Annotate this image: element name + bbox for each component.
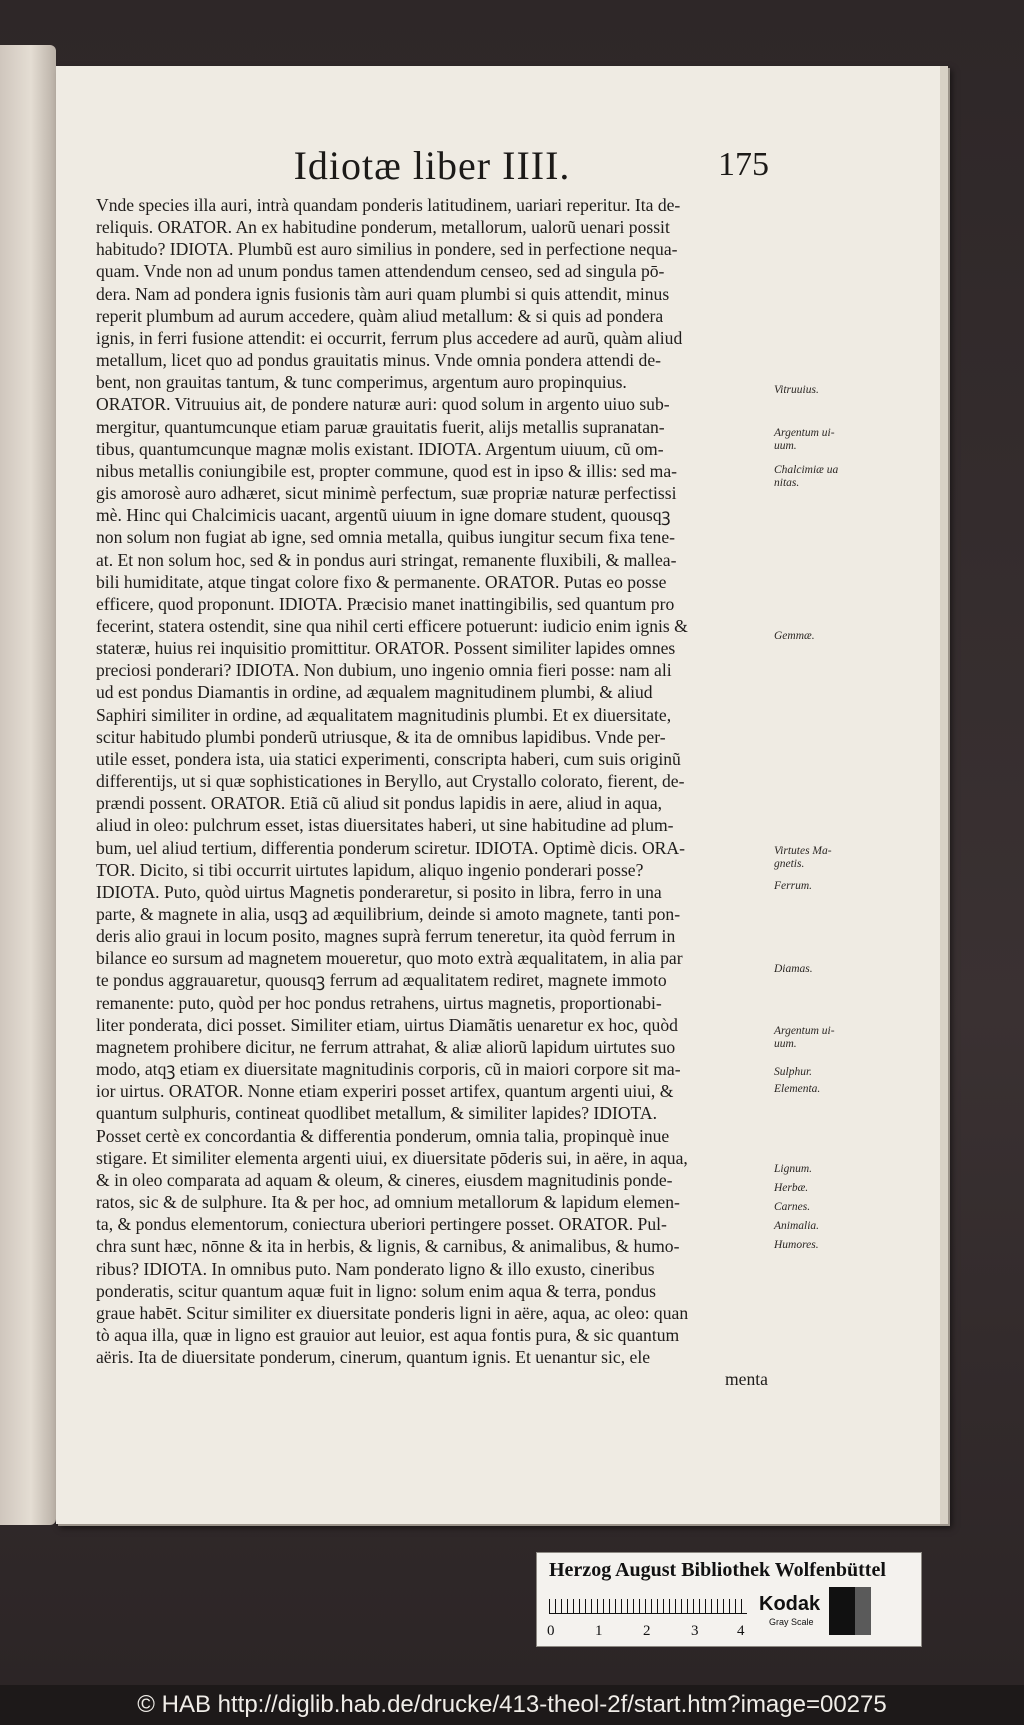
text-line: Posset certè ex concordantia & differentia ponderum, omnia talia, propinquè inue xyxy=(96,1125,670,1146)
marginal-note: Virtutes Ma- gnetis. xyxy=(774,845,832,870)
text-line: Saphiri similiter in ordine, ad æqualitatem magnitudinis plumbi. Et ex diuersitate, xyxy=(96,704,672,725)
text-line: reliquis. ORATOR. An ex habitudine ponderum, metallorum, ualorũ uenari possit xyxy=(96,217,670,238)
marginal-note: Gemmæ. xyxy=(774,630,815,642)
body-text xyxy=(96,194,768,1390)
text-line: stigare. Et similiter elementa argenti uiui, ex diuersitate pōderis sui, in aëre, in aqua, xyxy=(96,1147,688,1168)
text-line: differentijs, ut si quæ sophisticationes in Beryllo, aut Crystallo colorato, fierent, de- xyxy=(96,771,685,792)
text-line: scitur habitudo plumbi ponderũ utriusque, & ita de omnibus lapidibus. Vnde per- xyxy=(96,726,666,747)
text-line: ratos, sic & de sulphure. Ita & per hoc, ad omnium metallorum & lapidum elemen- xyxy=(96,1192,680,1213)
text-line: mergitur, quantumcunque etiam paruæ grauitatis fuerit, alijs metallis supranatan- xyxy=(96,416,665,437)
library-name: Herzog August Bibliothek Wolfenbüttel xyxy=(549,1559,886,1581)
ruler-tick-label: 0 xyxy=(547,1623,555,1639)
ruler-tick-label: 1 xyxy=(595,1623,603,1639)
text-line: preciosi ponderari? IDIOTA. Non dubium, uno ingenio omnia fieri posse: nam ali xyxy=(96,660,672,681)
text-line: bilance eo sursum ad magnetem moueretur, quo moto extrà æqualitatem, in alia par xyxy=(96,948,683,969)
marginal-note: Argentum ui- uum. xyxy=(774,1025,835,1050)
text-line: Vnde species illa auri, intrà quandam ponderis latitudinem, uariari reperitur. Ita de- xyxy=(96,195,681,215)
marginal-note: Humores. xyxy=(774,1239,819,1251)
text-line: ribus? IDIOTA. In omnibus puto. Nam ponderato ligno & illo exusto, cineribus xyxy=(96,1258,655,1279)
text-line: graue habēt. Scitur similiter ex diuersitate ponderis ligni in aëre, aqua, ac oleo: quan xyxy=(96,1302,689,1323)
text-line: reperit plumbum ad aurum accedere, quàm aliud metallum: & si quis ad pondera xyxy=(96,305,664,326)
text-line: aëris. Ita de diuersitate ponderum, cinerum, quantum ignis. Et uenantur sic, ele xyxy=(96,1347,651,1368)
gray-scale-label: Gray Scale xyxy=(769,1617,814,1627)
gray-swatch-mid xyxy=(855,1587,871,1635)
text-line: quam. Vnde non ad unum pondus tamen attendendum censeo, sed ad singula pō- xyxy=(96,261,665,282)
kodak-brand: Kodak xyxy=(759,1593,821,1615)
text-line: nibus metallis coniungibile est, propter commune, quod est in ipso & illis: sed ma- xyxy=(96,460,678,481)
ruler-scale xyxy=(549,1591,747,1614)
text-line: deris alio graui in locum posito, magnes suprà ferrum teneretur, ita quòd ferrum in xyxy=(96,926,676,947)
marginal-note: Lignum. xyxy=(774,1163,813,1175)
text-line: te pondus aggrauaretur, quousqꝫ ferrum ad æqualitatem rediret, magnete immoto xyxy=(96,970,667,991)
ruler-tick-label: 2 xyxy=(643,1623,651,1639)
marginal-note: Carnes. xyxy=(774,1201,811,1213)
running-header: Idiotæ liber IIII. xyxy=(293,143,571,188)
text-line: ORATOR. Vitruuius ait, de pondere naturæ auri: quod solum in argento uiuo sub- xyxy=(96,394,670,415)
marginal-note: Sulphur. xyxy=(774,1066,813,1078)
text-line: ponderatis, scitur quantum aquæ fuit in ligno: solum enim aqua & terra, pondus xyxy=(96,1280,656,1301)
text-line: magnetem prohibere dicitur, ne ferrum attrahat, & aliæ aliorũ lapidum uirtutes suo xyxy=(96,1036,676,1057)
text-line: dera. Nam ad pondera ignis fusionis tàm auri quam plumbi si quis attendit, minus xyxy=(96,283,670,304)
marginal-note: Herbæ. xyxy=(774,1182,809,1194)
text-line: remanente: puto, quòd per hoc pondus retrahens, uirtus magnetis, proportionabi- xyxy=(96,992,662,1013)
text-line: tò aqua illa, quæ in ligno est grauior aut leuior, est aqua fontis pura, & sic quantum xyxy=(96,1324,680,1345)
text-line: chra sunt hæc, nōnne & ita in herbis, & lignis, & carnibus, & animalibus, & humo- xyxy=(96,1236,680,1257)
text-line: liter ponderata, dici posset. Similiter etiam, uirtus Diamãtis uenaretur ex hoc, quòd xyxy=(96,1014,678,1035)
text-line: bent, non grauitas tantum, & tunc comperimus, argentum auro propinquius. xyxy=(96,372,627,393)
text-line: gis amorosè auro adhæret, sicut minimè perfectum, suæ propriæ naturæ perfectissi xyxy=(96,483,677,504)
text-line: ud est pondus Diamantis in ordine, ad æqualem magnitudinem plumbi, & aliud xyxy=(96,682,653,703)
text-line: fecerint, statera ostendit, sine qua nihil certi efficere potuerunt: iudicio enim ignis & xyxy=(96,615,688,636)
text-line: ta, & pondus elementorum, coniectura uberiori pertingere posset. ORATOR. Pul- xyxy=(96,1214,667,1235)
marginal-note: Ferrum. xyxy=(774,880,813,892)
marginal-note: Chalcimiæ ua nitas. xyxy=(774,464,839,489)
text-line: bili humiditate, atque tingat colore fixo & permanente. ORATOR. Putas eo posse xyxy=(96,571,667,592)
color-scale-card xyxy=(536,1552,922,1647)
text-line: & in oleo comparata ad aquam & oleum, & cineres, eiusdem magnitudinis ponde- xyxy=(96,1169,673,1190)
marginal-note: Elementa. xyxy=(774,1083,821,1095)
text-line: quantum sulphuris, contineat quodlibet metallum, & similiter lapides? IDIOTA. xyxy=(96,1103,657,1124)
ruler-tick-label: 3 xyxy=(691,1623,699,1639)
text-line: stateræ, huius rei inquisitio promittitur. ORATOR. Possent similiter lapides omnes xyxy=(96,638,676,659)
text-line: utile esset, pondera ista, uia statici experimenti, conscripta haberi, cum suis originũ xyxy=(96,748,681,769)
marginal-note: Diamas. xyxy=(774,963,813,975)
text-line: habitudo? IDIOTA. Plumbũ est auro similius in pondere, sed in perfectione nequa- xyxy=(96,239,678,260)
text-line: non solum non fugiat ab igne, sed omnia metalla, quibus iungitur secum fixa tene- xyxy=(96,527,676,548)
text-line: metallum, licet quo ad pondus grauitatis minus. Vnde omnia pondera attendi de- xyxy=(96,350,661,371)
footer-credit: © HAB http://diglib.hab.de/drucke/413-theol-2f/start.htm?image=00275 xyxy=(0,1685,1024,1725)
marginal-note: Argentum ui- uum. xyxy=(774,427,835,452)
text-line: bum, uel aliud tertium, differentia ponderum sciretur. IDIOTA. Optimè dicis. ORA- xyxy=(96,837,685,858)
marginal-note: Animalia. xyxy=(774,1220,820,1232)
text-line: at. Et non solum hoc, sed & in pondus auri stringat, remanente fluxibili, & mallea- xyxy=(96,549,677,570)
previous-page-edge xyxy=(0,45,56,1525)
marginal-note: Vitruuius. xyxy=(774,384,819,396)
text-line: tibus, quantumcunque magnæ molis existant. IDIOTA. Argentum uiuum, cũ om- xyxy=(96,438,664,459)
page-fore-edge xyxy=(940,66,948,1524)
text-line: parte, & magnete in alia, usqꝫ ad æquilibrium, deinde si amoto magnete, tanti pon- xyxy=(96,904,681,924)
page-number: 175 xyxy=(718,146,769,183)
text-line: efficere, quod proponunt. IDIOTA. Præcisio manet inattingibilis, sed quantum pro xyxy=(96,593,675,614)
text-line: TOR. Dicito, si tibi occurrit uirtutes lapidum, aliquo ingenio ponderari posse? xyxy=(96,859,644,880)
text-line: mè. Hinc qui Chalcimicis uacant, argentũ uiuum in igne domare student, quousqꝫ xyxy=(96,505,671,526)
text-line: aliud in oleo: pulchrum esset, istas diuersitates haberi, ut sine habitudine ad plum- xyxy=(96,815,674,836)
text-line: ignis, in ferri fusione attendit: ei occurrit, ferrum plus accedere ad aurũ, quàm aliud xyxy=(96,327,683,348)
catchword: menta xyxy=(725,1369,768,1390)
text-line: ior uirtus. ORATOR. Nonne etiam experiri posset artifex, quantum argenti uiui, & xyxy=(96,1081,674,1102)
ruler-tick-label: 4 xyxy=(737,1623,745,1639)
text-line: IDIOTA. Puto, quòd uirtus Magnetis ponderaretur, si posito in libra, ferro in una xyxy=(96,881,662,902)
text-line: prændi possent. ORATOR. Etiã cũ aliud sit pondus lapidis in aere, aliud in aqua, xyxy=(96,793,663,814)
text-line: modo, atqꝫ etiam ex diuersitate magnitudinis corporis, cũ in maiori corpore sit ma- xyxy=(96,1059,681,1080)
